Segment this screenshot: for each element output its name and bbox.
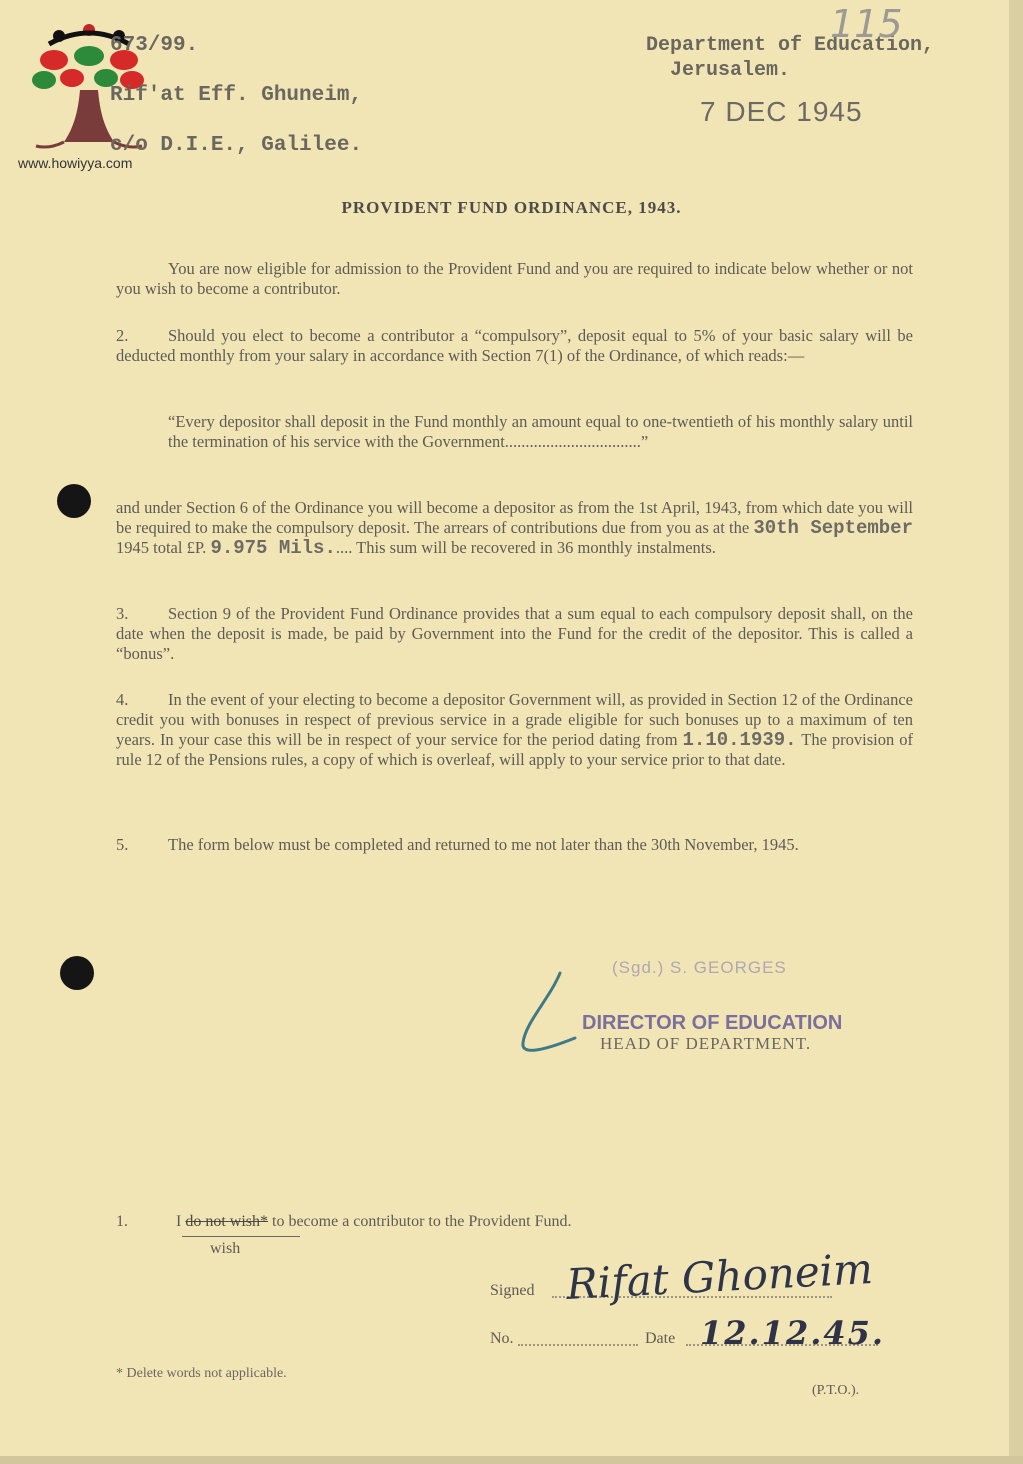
- page-edge-bottom: [0, 1456, 1023, 1464]
- department-name: Department of Education,: [645, 34, 935, 57]
- reference-number: 673/99.: [110, 34, 199, 57]
- paragraph-number: 5.: [116, 835, 129, 854]
- contributor-choice: [116, 1213, 572, 1231]
- signed-by-stamp: (Sgd.) S. GEORGES: [612, 958, 787, 977]
- paragraph-text: In the event of your electing to become a depositor Government will, as provided in Section 12 of the Ordinance credit you with bonuses in respect of previous service in a grade eligible for such bonuses up to a maximum of ten years. In your case this will be in respect of your service for the period dating from: [116, 690, 913, 749]
- handwritten-signature: Rifat Ghoneim: [564, 1244, 874, 1309]
- form-i: I: [176, 1213, 182, 1230]
- paragraph-1: You are now eligible for admission to the Provident Fund and you are required to indicate below whether or not you wish to become a contributor.: [116, 259, 913, 298]
- addressee-name: Rif'at Eff. Ghuneim,: [110, 84, 363, 107]
- quoted-section: “Every depositor shall deposit in the Fund monthly an amount equal to one-twentieth of his monthly salary until the termination of his service with the Government.................................”: [168, 412, 913, 451]
- signed-label: Signed: [490, 1282, 535, 1299]
- number-label: No.: [490, 1330, 514, 1347]
- form-text: to become a contributor to the Provident Fund.: [272, 1213, 572, 1230]
- page-edge-right: [1009, 0, 1023, 1464]
- addressee-address: c/o D.I.E., Galilee.: [110, 134, 363, 157]
- paragraph-4: [116, 604, 913, 664]
- handwritten-date: 12.12.45.: [700, 1314, 886, 1352]
- punch-hole: [57, 484, 91, 518]
- paragraph-text: Should you elect to become a contributor a “compulsory”, deposit equal to 5% of your basic salary will be deducted monthly from your salary in accordance with Section 7(1) of the Ordinance, of which reads:—: [116, 326, 913, 365]
- paragraph-5: [116, 690, 913, 770]
- paragraph-text: .... This sum will be recovered in 36 monthly instalments.: [335, 538, 716, 557]
- date-stamp: 7 DEC 1945: [700, 96, 863, 127]
- paragraph-2: [116, 326, 913, 366]
- typed-arrears-date: 30th September: [753, 517, 913, 539]
- department-city: Jerusalem.: [669, 59, 791, 82]
- chosen-option: wish: [210, 1240, 241, 1257]
- paragraph-3: [116, 498, 913, 558]
- paragraph-number: 4.: [116, 690, 129, 709]
- director-stamp: DIRECTOR OF EDUCATION: [582, 1012, 843, 1034]
- date-label: Date: [645, 1330, 676, 1347]
- footnote: * Delete words not applicable.: [116, 1366, 287, 1381]
- choice-underline: [182, 1236, 300, 1237]
- document-title: PROVIDENT FUND ORDINANCE, 1943.: [341, 198, 682, 217]
- paragraph-text: Section 9 of the Provident Fund Ordinance provides that a sum equal to each compulsory deposit shall, on the date when the deposit is made, be paid by Government into the Fund for the credit of the depositor. This is called a “bonus”.: [116, 604, 913, 663]
- paragraph-number: 2.: [116, 326, 129, 345]
- struck-option: do not wish*: [185, 1213, 268, 1230]
- head-of-department: HEAD OF DEPARTMENT.: [600, 1034, 812, 1053]
- paragraph-number: 3.: [116, 604, 129, 623]
- please-turn-over: (P.T.O.).: [812, 1383, 860, 1398]
- paragraph-text: 1945 total £P.: [116, 538, 207, 557]
- punch-hole: [60, 956, 94, 990]
- paragraph-text: and under Section 6 of the Ordinance you will become a depositor as from the 1st April, 1943, from which date you will be required to make the compulsory deposit. The arrears of contributions due from you as at the: [116, 498, 913, 537]
- watermark-url: www.howiyya.com: [18, 155, 133, 171]
- paragraph-text: The form below must be completed and returned to me not later than the 30th November, 1945.: [168, 835, 799, 854]
- handwritten-initial-icon: [515, 968, 585, 1058]
- paragraph-text: The provision of rule 12 of the Pensions rules, a copy of which is overleaf, will apply to your service prior to that date.: [116, 730, 913, 769]
- form-item-number: 1.: [116, 1213, 128, 1230]
- number-line: [518, 1344, 638, 1346]
- folio-number: 115: [830, 2, 903, 46]
- typed-arrears-amount: 9.975 Mils.: [210, 537, 336, 559]
- typed-service-date: 1.10.1939.: [682, 729, 797, 751]
- paragraph-6: [116, 835, 913, 855]
